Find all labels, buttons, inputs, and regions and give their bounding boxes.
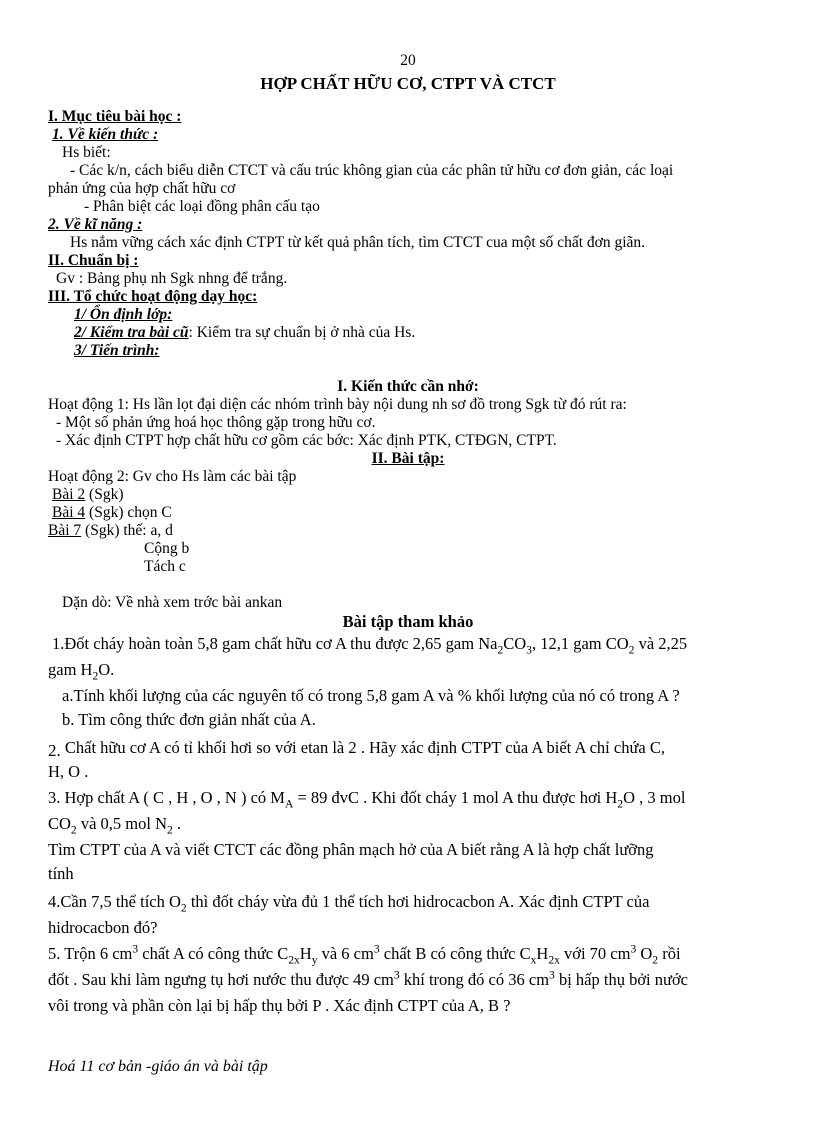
problem-5-line-1: 5. Trộn 6 $cm^3$ chất A có công thức $C_{2x}H_y$ và 6 $cm^3$ chất B có công thức $C_xH_{2x}$ với 70 $cm^3$ $O_2$ rồi [48,943,681,967]
hs-biet-label: Hs biết: [62,144,111,161]
step-2-label: 2/ Kiểm tra bài cũ [74,324,189,341]
problem-1-line-1: 1.Đốt cháy hoàn toàn 5,8 gam chất hữu cơ A thu được 2,65 gam $Na_2CO_3$, 12,1 gam $CO_2$ và 2,25 [52,634,688,657]
exercise-4-source: (Sgk) chọn C [85,504,172,521]
problem-4-line-2: hidrocacbon đó? [48,918,158,937]
objectives-heading: I. Mục tiêu bài học : [48,108,182,125]
exercise-4 [52,504,172,522]
knowledge-item-2: - Phân biệt các loại đồng phân cấu tạo [84,198,320,215]
problem-5-line-2: đốt . Sau khi làm ngưng tụ hơi nước thu được 49 $cm^3$ khí trong đó có 36 $cm^3$ bị hấp thụ bởi nước [48,969,688,989]
problem-2-line-1: 2. Chất hữu cơ A có tỉ khối hơi so với etan là 2 . Hãy xác định CTPT của A biết A chỉ chứa C, [48,738,665,760]
exercise-7-cong: Cộng b [144,540,190,557]
skills-text: Hs nắm vững cách xác định CTPT từ kết quả phân tích, tìm CTCT cua một số chất đơn giãn. [70,234,646,251]
section-exercises-heading: II. Bài tập: [371,450,445,467]
section-knowledge-heading: I. Kiến thức cần nhớ: [337,378,479,395]
page-number: 20 [400,52,416,69]
exercise-7-tach: Tách c [144,558,186,575]
problem-1-a: a.Tính khối lượng của các nguyên tố có trong 5,8 gam A và % khối lượng của nó có trong A ? [62,686,680,705]
step-1: 1/ Ổn định lớp: [74,306,173,323]
skills-heading: 2. Về kĩ năng : [48,216,143,233]
page-title: HỢP CHẤT HỮU CƠ, CTPT VÀ CTCT [260,74,556,93]
exercise-7-label: Bài 7 [48,522,82,539]
problem-2-line-2: H, O . [48,762,89,781]
exercise-7-source: (Sgk) thế: a, d [81,522,173,539]
activities-heading: III. Tổ chức hoạt động dạy học: [48,288,258,305]
homework: Dặn dò: Về nhà xem trớc bài ankan [62,594,283,611]
knowledge-heading: 1. Về kiến thức : [52,126,159,143]
activity-1-bullet-1: - Một số phản ứng hoá học thông gặp trong hữu cơ. [56,414,376,431]
activity-1: Hoạt động 1: Hs lần lọt đại diện các nhóm trình bày nội dung nh sơ đồ trong Sgk từ đó rút ra: [48,396,627,413]
exercise-4-label: Bài 4 [52,504,86,521]
reference-heading: Bài tập tham khảo [342,612,474,631]
activity-2: Hoạt động 2: Gv cho Hs làm các bài tập [48,468,297,485]
exercise-2 [52,486,123,504]
exercise-2-label: Bài 2 [52,486,86,503]
problem-3-line-3: Tìm CTPT của A và viết CTCT các đồng phân mạch hở của A biết rằng A là hợp chất lưỡng [48,840,654,859]
preparation-heading: II. Chuẩn bị : [48,252,139,269]
problem-3-line-1: 3. Hợp chất A ( C , H , O , N ) có $M_A = 89$ đvC . Khi đốt cháy 1 mol A thu được hơi $H_2O$ , 3 mol [48,788,686,811]
problem-1-line-2: gam $H_2O$. [48,660,115,683]
activity-1-bullet-2: - Xác định CTPT hợp chất hữu cơ gồm các bớc: Xác định PTK, CTĐGN, CTPT. [56,432,557,449]
exercise-2-source: (Sgk) [85,486,124,503]
problem-5-line-3: vôi trong và phần còn lại bị hấp thụ bởi P . Xác định CTPT của A, B ? [48,996,511,1015]
problem-4-line-1: 4.Cần 7,5 thể tích $O_2$ thì đốt cháy vừa đủ 1 thể tích hơi hidrocacbon A. Xác định CTPT của [48,892,650,915]
knowledge-item-1b: phản ứng của hợp chất hữu cơ [48,180,236,197]
knowledge-item-1a: - Các k/n, cách biểu diễn CTCT và cấu trúc không gian của các phân tử hữu cơ đơn giản, các loại [70,162,674,179]
page-footer: Hoá 11 cơ bản -giáo án và bài tập [48,1058,268,1075]
problem-3-line-4: tính [48,864,74,883]
step-2-text: : Kiểm tra sự chuẩn bị ở nhà của Hs. [188,324,416,341]
preparation-text: Gv : Bảng phụ nh Sgk nhng để trắng. [56,270,288,287]
exercise-7 [48,522,173,540]
problem-1-b: b. Tìm công thức đơn giản nhất của A. [62,710,316,729]
step-3: 3/ Tiến trình: [74,342,160,359]
problem-3-line-2: $CO_2$ và 0,5 mol $N_2$ . [48,814,182,837]
step-2 [74,324,415,342]
